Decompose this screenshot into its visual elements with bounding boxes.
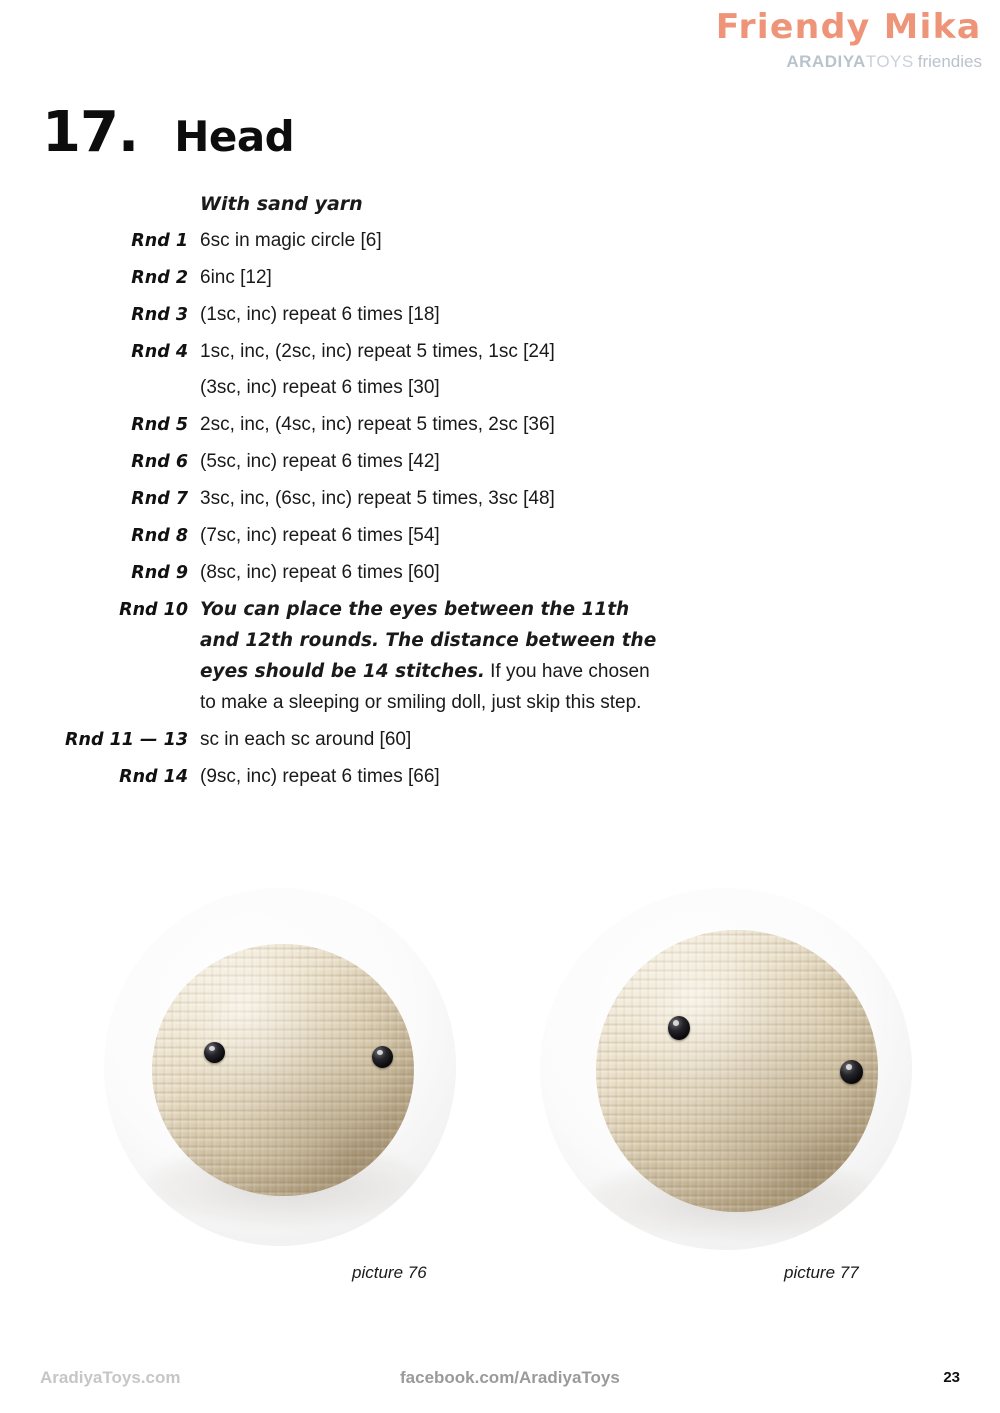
round-label: Rnd 1 (131, 230, 188, 251)
photo-caption-76: picture 76 (352, 1263, 427, 1282)
round-label: Rnd 2 (131, 267, 188, 288)
pattern-row (0, 410, 720, 440)
page-title (42, 100, 294, 165)
footer-facebook-link[interactable]: facebook.com/AradiyaToys (400, 1368, 620, 1387)
round-instruction: 6sc in magic circle [6] (200, 229, 382, 251)
brand-subtitle-aradiya: ARADIYA (786, 52, 866, 71)
pattern-row (0, 300, 720, 330)
round-label: Rnd 11 — 13 (65, 730, 188, 751)
photo-picture-76 (104, 888, 456, 1246)
brand-header (716, 7, 982, 71)
round-instruction: (8sc, inc) repeat 6 times [60] (200, 561, 440, 583)
round-label: Rnd 10 (119, 599, 188, 620)
ball-shading (152, 944, 414, 1196)
round-instruction: 1sc, inc, (2sc, inc) repeat 5 times, 1sc [24] (200, 340, 555, 362)
note-emphasis: You can place the eyes between the 11th and 12th rounds. The distance between the eyes should be 14 stitches. (200, 598, 657, 682)
brand-subtitle (721, 53, 982, 70)
note-rest: If you have chosen to make a sleeping or smiling doll, just skip this step. (200, 660, 650, 713)
pattern-row (0, 263, 720, 293)
eye-left (204, 1042, 225, 1063)
footer-website[interactable]: AradiyaToys.com (40, 1368, 181, 1387)
pattern-row (0, 447, 720, 477)
round-label: Rnd 9 (131, 562, 188, 583)
photo-gallery (0, 880, 1000, 1260)
section-number: 17. (42, 100, 139, 165)
brand-subtitle-toys: TOYS (865, 52, 914, 71)
section-name: Head (174, 112, 295, 161)
round-instruction: 6inc [12] (200, 266, 272, 288)
pattern-row (0, 189, 720, 219)
eye-right (840, 1060, 863, 1084)
brand-subtitle-friendies: friendies (917, 52, 982, 71)
photo-caption-77: picture 77 (784, 1263, 859, 1282)
pattern-row-note (0, 595, 720, 719)
round-label: Rnd 14 (119, 767, 188, 788)
round-label: Rnd 8 (131, 526, 188, 547)
ball-shading (596, 930, 878, 1212)
pattern-row (0, 521, 720, 551)
photo-picture-77 (540, 888, 912, 1250)
round-label: Rnd 3 (131, 304, 188, 325)
pattern-row (0, 762, 720, 792)
pattern-row (0, 484, 720, 514)
eye-left (668, 1016, 690, 1040)
crochet-head-front (152, 944, 414, 1196)
page-number: 23 (943, 1369, 960, 1386)
round-instruction: With sand yarn (200, 193, 363, 215)
round-instruction: (3sc, inc) repeat 6 times [30] (200, 377, 440, 399)
round-instruction: 2sc, inc, (4sc, inc) repeat 5 times, 2sc [36] (200, 414, 555, 436)
crochet-head-angled (596, 930, 878, 1212)
round-label: Rnd 6 (131, 452, 188, 473)
page-footer (0, 1368, 1000, 1398)
pattern-row (0, 337, 720, 367)
round-label: Rnd 7 (131, 489, 188, 510)
pattern-row (0, 558, 720, 588)
pattern-row (0, 725, 720, 755)
round-label: Rnd 5 (131, 415, 188, 436)
round-instruction: sc in each sc around [60] (200, 729, 412, 751)
round-instruction: 3sc, inc, (6sc, inc) repeat 5 times, 3sc [48] (200, 488, 555, 510)
round-instruction-note (200, 595, 670, 719)
round-label: Rnd 4 (131, 341, 188, 362)
round-instruction: (5sc, inc) repeat 6 times [42] (200, 451, 440, 473)
round-instruction: (1sc, inc) repeat 6 times [18] (200, 303, 440, 325)
eye-right (372, 1046, 393, 1068)
pattern-row-continuation (0, 373, 720, 403)
pattern-row (0, 226, 720, 256)
round-instruction: (9sc, inc) repeat 6 times [66] (200, 766, 440, 788)
pattern-instructions (0, 189, 720, 799)
brand-title: Friendy Mika (716, 7, 982, 47)
round-instruction: (7sc, inc) repeat 6 times [54] (200, 525, 440, 547)
